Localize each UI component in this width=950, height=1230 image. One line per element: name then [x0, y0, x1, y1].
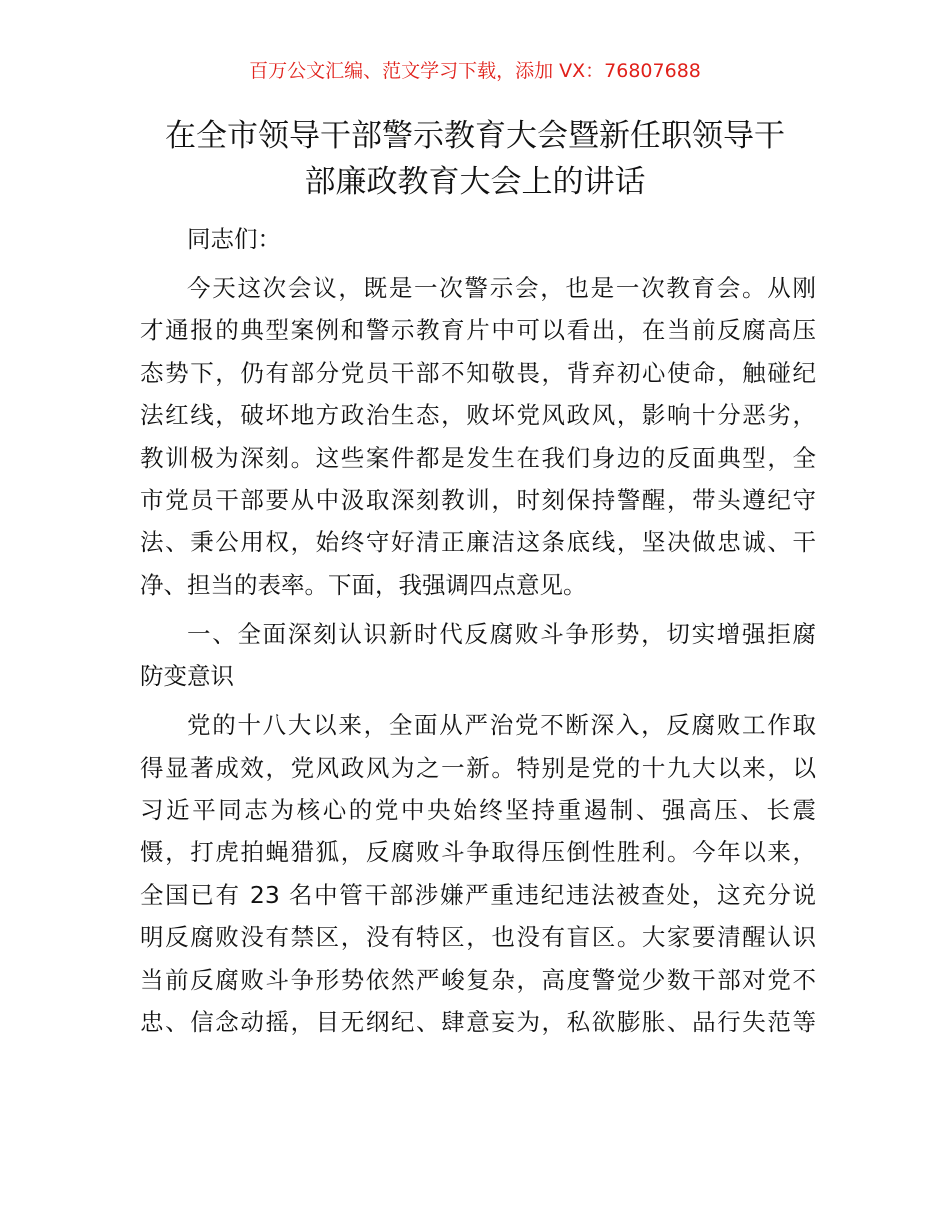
- paragraph-section-1: [140, 704, 816, 1043]
- title-line-1: 在全市领导干部警示教育大会暨新任职领导干: [165, 118, 785, 154]
- text-line: 净、担当的表率。下面，我强调四点意见。: [140, 570, 587, 599]
- salutation-text: 同志们：: [187, 225, 281, 253]
- heading-line: 一、全面深刻认识新时代反腐败斗争形势，切实增强拒腐: [187, 619, 816, 648]
- text-line: 忠、信念动摇，目无纲纪、肆意妄为，私欲膨胀、品行失范等: [140, 1008, 816, 1037]
- text-line: 态势下，仍有部分党员干部不知敬畏，背弃初心使命，触碰纪: [140, 358, 816, 387]
- text-line: 明反腐败没有禁区，没有特区，也没有盲区。大家要清醒认识: [140, 923, 816, 952]
- heading-line: 防变意识: [140, 662, 234, 691]
- document-title: [120, 113, 830, 205]
- text-line: 教训极为深刻。这些案件都是发生在我们身边的反面典型，全: [140, 443, 816, 472]
- paragraph-intro: [140, 267, 816, 606]
- text-line: 党的十八大以来，全面从严治党不断深入，反腐败工作取: [187, 711, 816, 740]
- salutation: [140, 218, 816, 260]
- text-line: 市党员干部要从中汲取深刻教训，时刻保持警醒，带头遵纪守: [140, 486, 816, 515]
- text-line: 习近平同志为核心的党中央始终坚持重遏制、强高压、长震: [140, 796, 816, 825]
- title-line-2: 部廉政教育大会上的讲话: [304, 164, 646, 200]
- text-line: 法红线，破坏地方政治生态，败坏党风政风，影响十分恶劣，: [140, 401, 816, 430]
- text-line: 慑，打虎拍蝇猎狐，反腐败斗争取得压倒性胜利。今年以来，: [140, 838, 816, 867]
- text-line: 当前反腐败斗争形势依然严峻复杂，高度警觉少数干部对党不: [140, 965, 816, 994]
- text-line: 全国已有 23 名中管干部涉嫌严重违纪违法被查处，这充分说: [140, 880, 816, 909]
- text-line: 得显著成效，党风政风为之一新。特别是党的十九大以来，以: [140, 753, 816, 782]
- watermark-header: 百万公文汇编、范文学习下载，添加 VX：76807688: [249, 60, 701, 82]
- document-body: [140, 218, 816, 1044]
- section-heading-1: [140, 613, 816, 698]
- text-line: 法、秉公用权，始终守好清正廉洁这条底线，坚决做忠诚、干: [140, 528, 816, 557]
- text-line: 今天这次会议，既是一次警示会，也是一次教育会。从刚: [187, 274, 816, 302]
- text-line: 才通报的典型案例和警示教育片中可以看出，在当前反腐高压: [140, 316, 816, 345]
